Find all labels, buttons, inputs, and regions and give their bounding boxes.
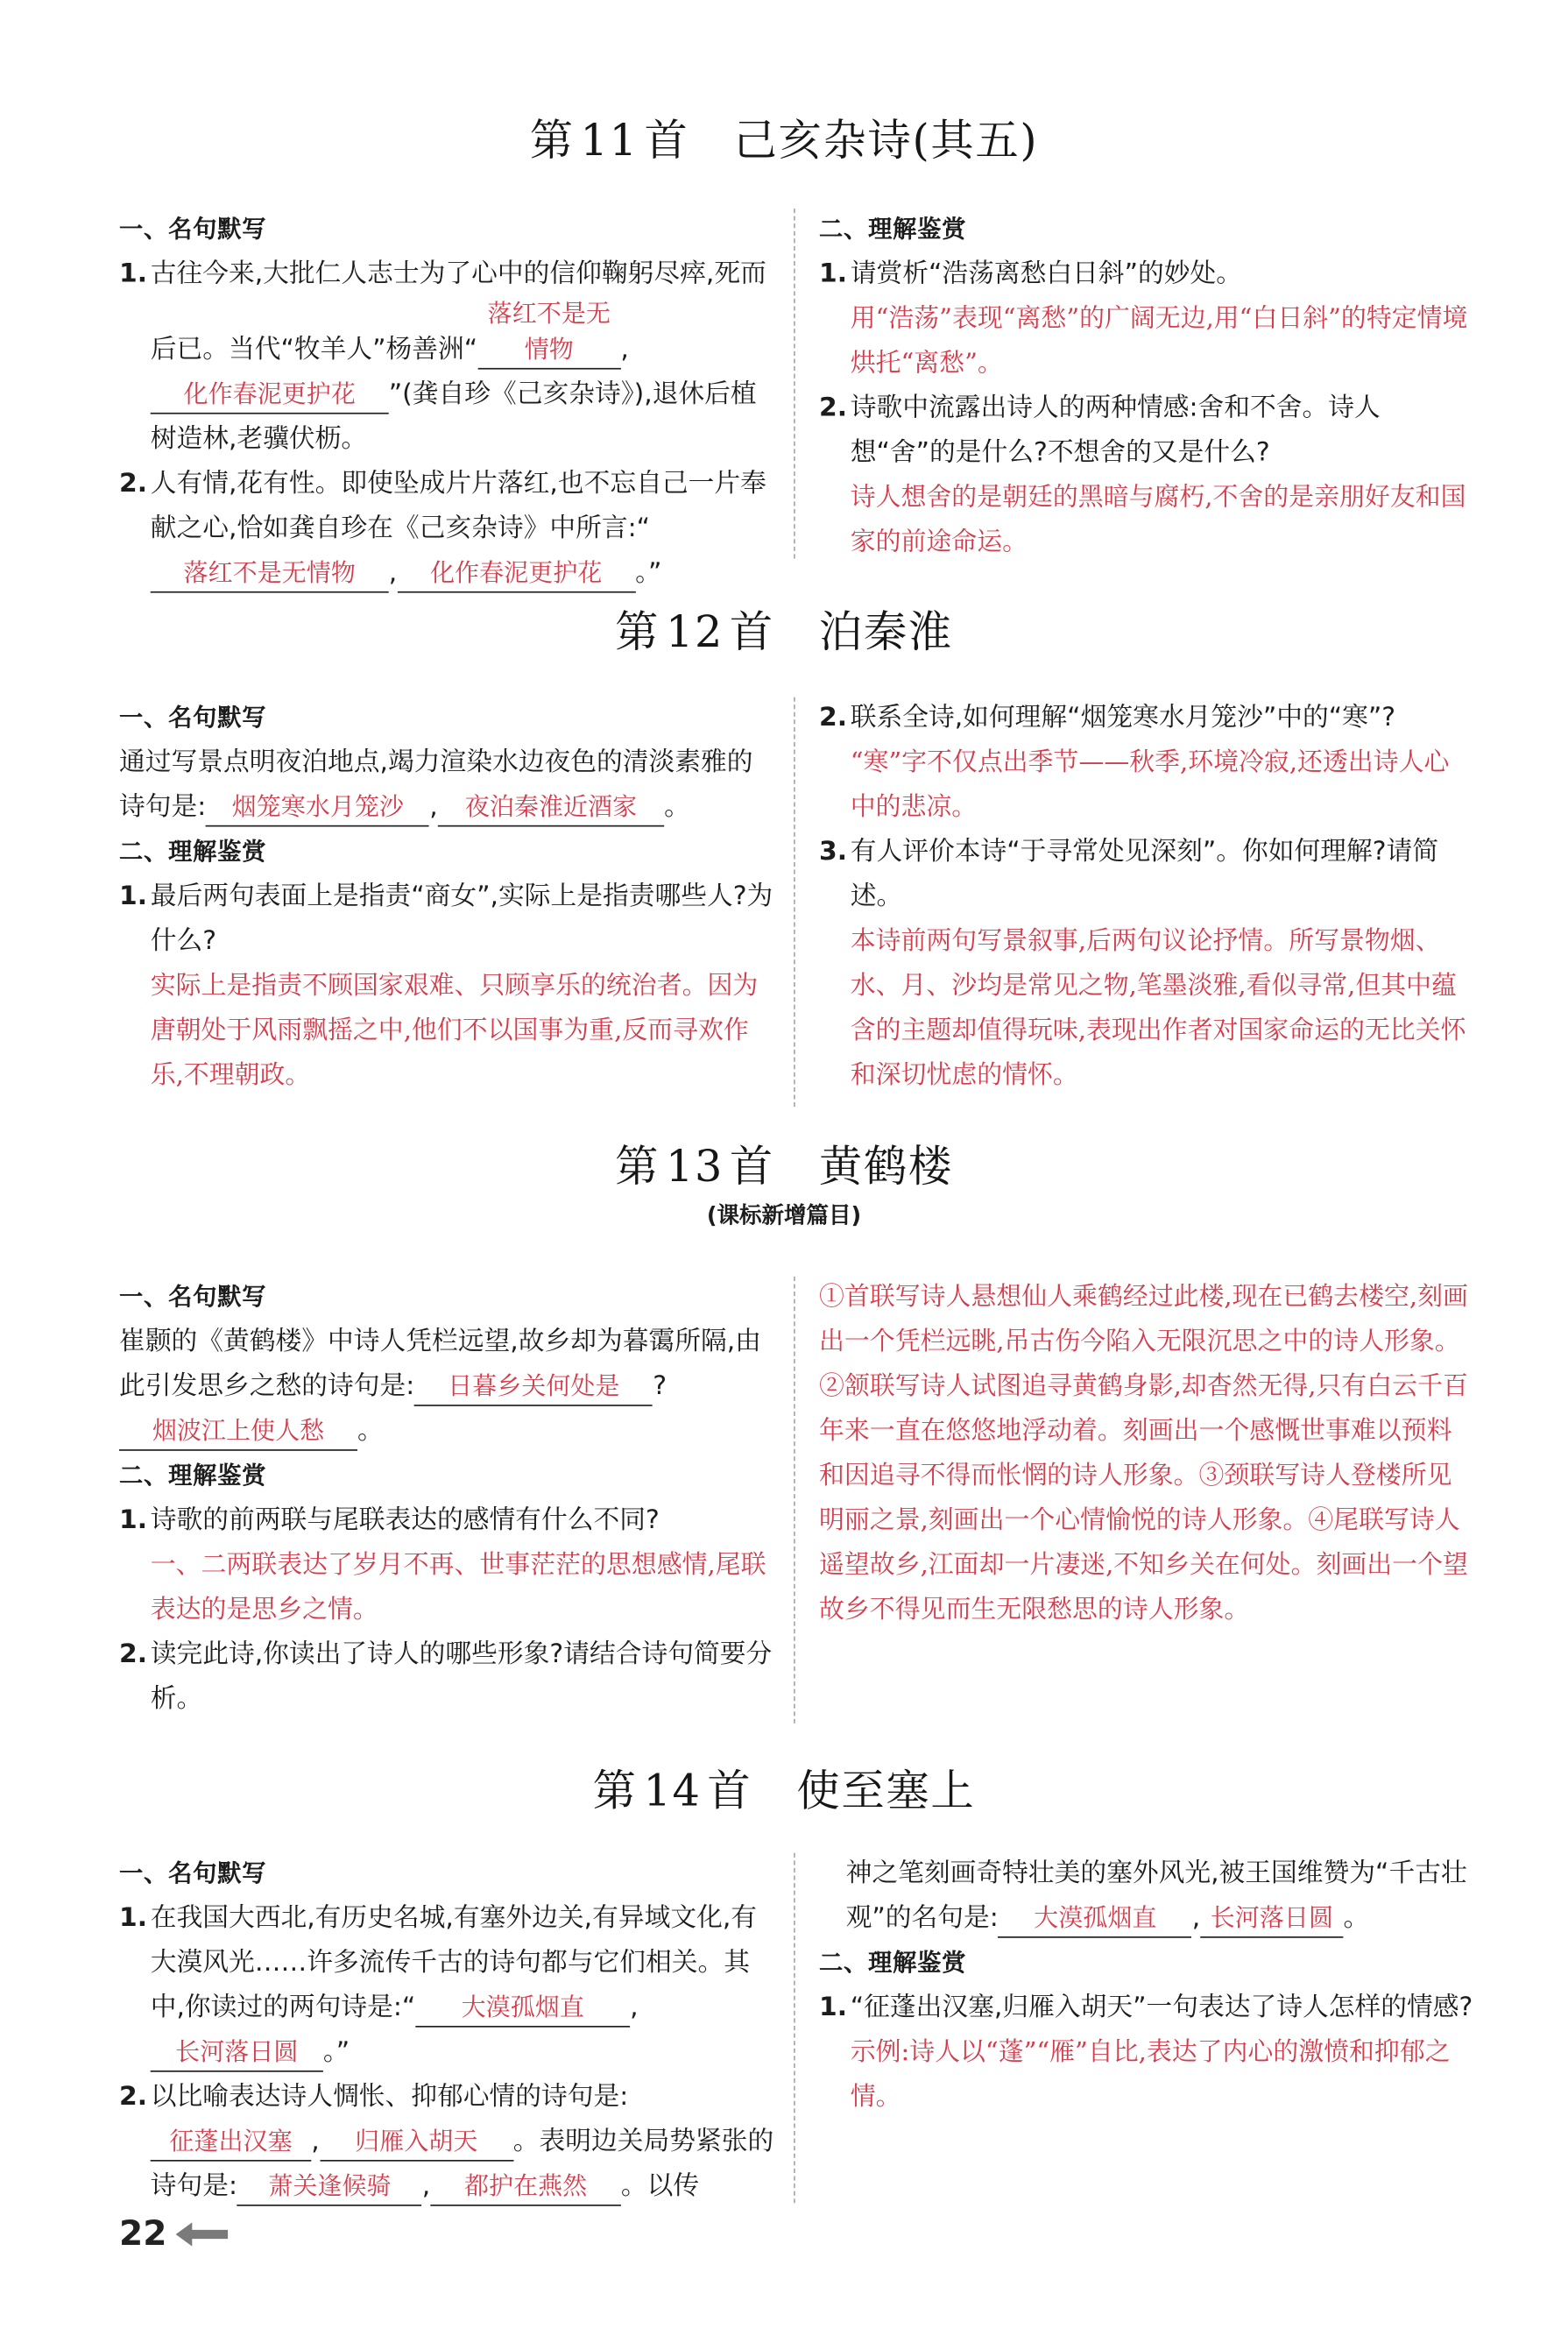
- answer-blank[interactable]: 征蓬出汉塞: [151, 2124, 312, 2162]
- question-3: 3. 有人评价本诗“于寻常处见深刻”。你如何理解?请简述。: [819, 837, 1439, 912]
- question-1: 1. 在我国大西北,有历史名城,有塞外边关,有异域文化,有大漠风光……许多流传千古的诗句都与它们相关。其中,你读过的两句诗是:“ 大漠孤烟直 ,长河落日圆 。”: [119, 1896, 774, 2075]
- poem-11-title: 第 11 首 己亥杂诗(其五): [529, 114, 1039, 166]
- answer-blank[interactable]: 夜泊秦淮近酒家: [438, 789, 664, 827]
- poem-13-title: 第 13 首 黄鹤楼: [615, 1141, 953, 1192]
- question-1: 1. 最后两句表面上是指责“商女”,实际上是指责哪些人?为什么?: [119, 881, 773, 957]
- poem-12-title: 第 12 首 泊秦淮: [615, 605, 953, 657]
- answer-blank[interactable]: 萧关逢候骑: [237, 2169, 422, 2206]
- answer-blank[interactable]: 日暮乡关何处是: [414, 1369, 653, 1406]
- answer-blank[interactable]: 烟笼寒水月笼沙: [206, 789, 429, 827]
- question-2: 2. 读完此诗,你读出了诗人的哪些形象?请结合诗句简要分析。: [119, 1639, 773, 1715]
- answer-text: “寒”字不仅点出季节——秋季,环境冷寂,还透出诗人心中的悲凉。: [850, 747, 1450, 823]
- section-heading: 一、名句默写: [119, 1858, 267, 1887]
- question-1: 1. 请赏析“浩荡离愁白日斜”的妙处。: [819, 258, 1243, 289]
- question-2: 2. 诗歌中流露出诗人的两种情感:舍和不舍。诗人想“舍”的是什么?不想舍的又是什么?: [819, 393, 1381, 468]
- answer-blank[interactable]: 大漠孤烟直: [999, 1901, 1192, 1938]
- answer-text: 一、二两联表达了岁月不再、世事茫茫的思想感情,尾联表达的是思乡之情。: [150, 1550, 766, 1625]
- answer-blank[interactable]: 归雁入胡天: [320, 2124, 513, 2162]
- answer-text: 本诗前两句写景叙事,后两句议论抒情。所写景物烟、水、月、沙均是常见之物,笔墨淡雅,看似寻常,但其中蕴含的主题却值得玩味,表现出作者对国家命运的无比关怀和深切忧虑的情怀。: [850, 926, 1466, 1091]
- column-divider: [794, 1277, 795, 1724]
- poem-14-left-column: [119, 1851, 774, 2209]
- answer-blank[interactable]: 落红不是无情物: [151, 556, 389, 593]
- section-heading: 一、名句默写: [119, 214, 267, 244]
- poem-14-title: 第 14 首 使至塞上: [592, 1765, 976, 1816]
- poem-11-left-column: [119, 207, 774, 596]
- answer-text: 诗人想舍的是朝廷的黑暗与腐朽,不舍的是亲朋好友和国家的前途命运。: [850, 482, 1466, 557]
- poem-12-right-column: [819, 696, 1474, 1098]
- answer-blank[interactable]: 长河落日圆: [151, 2035, 323, 2072]
- arrow-left-icon: [176, 2221, 230, 2248]
- poem-13-right-column: [819, 1275, 1474, 1632]
- answer-text: 用“浩荡”表现“离愁”的广阔无边,用“白日斜”的特定情境烘托“离愁”。: [850, 303, 1468, 379]
- column-divider: [794, 1853, 795, 2204]
- question-continuation: 神之笔刻画奇特壮美的塞外风光,被王国维赞为“千古壮观”的名句是: 大漠孤烟直 , 长河落日圆 。: [819, 1851, 1474, 1941]
- poem-13-left-column: [119, 1275, 774, 1722]
- section-heading: 二、理解鉴赏: [119, 837, 267, 866]
- answer-blank[interactable]: 落红不是无情物: [477, 296, 620, 369]
- question-1: 1. 古往今来,大批仁人志士为了心中的信仰鞠躬尽瘁,死而后已。当代“牧羊人”杨善洲“落红不是无情物 ,化作春泥更护花 ”(龚自珍《己亥杂诗》),退休后植树造林,老骥伏枥。: [119, 258, 766, 455]
- answer-blank[interactable]: 大漠孤烟直: [415, 1990, 630, 2028]
- answer-text: ①首联写诗人悬想仙人乘鹤经过此楼,现在已鹤去楼空,刻画出一个凭栏远眺,吊古伤今陷入无限沉思之中的诗人形象。②颔联写诗人试图追寻黄鹤身影,却杳然无得,只有白云千百年来一直在悠悠地浮动着。刻画出一个感慨世事难以预料和因追寻不得而怅惘的诗人形象。③颈联写诗人登楼所见明丽之景,刻画出一个心情愉悦的诗人形象。④尾联写诗人遥望故乡,江面却一片凄迷,不知乡关在何处。刻画出一个望故乡不得见而生无限愁思的诗人形象。: [819, 1282, 1468, 1625]
- answer-text: 示例:诗人以“蓬”“雁”自比,表达了内心的激愤和抑郁之情。: [850, 2037, 1451, 2113]
- question-2: 2. 以比喻表达诗人惆怅、抑郁心情的诗句是:征蓬出汉塞 , 归雁入胡天 。表明边关局势紧张的诗句是: 萧关逢候骑 , 都护在燕然 。以传: [119, 2075, 774, 2209]
- section-heading: 一、名句默写: [119, 1282, 267, 1311]
- section-heading: 二、理解鉴赏: [819, 214, 967, 244]
- column-divider: [794, 209, 795, 559]
- answer-blank[interactable]: 都护在燕然: [430, 2169, 621, 2206]
- poem-12-left-column: [119, 696, 774, 1098]
- answer-blank[interactable]: 化作春泥更护花: [151, 377, 389, 414]
- page-number: 22: [119, 2214, 167, 2255]
- poem-11-right-column: [819, 207, 1474, 564]
- answer-text: 实际上是指责不顾国家艰难、只顾享乐的统治者。因为唐朝处于风雨飘摇之中,他们不以国事为重,反而寻欢作乐,不理朝政。: [150, 971, 759, 1091]
- answer-blank[interactable]: 长河落日圆: [1200, 1901, 1343, 1938]
- section-heading: 二、理解鉴赏: [819, 1948, 967, 1977]
- question-2: 2. 人有情,花有性。即使坠成片片落红,也不忘自己一片奉献之心,恰如龚自珍在《己亥杂诗》中所言:“落红不是无情物 , 化作春泥更护花 。”: [119, 462, 774, 596]
- page-footer: [119, 2215, 230, 2254]
- answer-blank[interactable]: 化作春泥更护花: [397, 556, 635, 593]
- column-divider: [794, 697, 795, 1107]
- section-heading: 二、理解鉴赏: [119, 1461, 267, 1490]
- question-2: 2. 联系全诗,如何理解“烟笼寒水月笼沙”中的“寒”?: [819, 703, 1396, 733]
- question-1: 1. “征蓬出汉塞,归雁入胡天”一句表达了诗人怎样的情感?: [819, 1993, 1473, 2023]
- section-heading: 一、名句默写: [119, 703, 267, 732]
- question-text: 崔颢的《黄鹤楼》中诗人凭栏远望,故乡却为暮霭所隔,由此引发思乡之愁的诗句是: 日暮乡关何处是 ?烟波江上使人愁 。: [119, 1320, 774, 1454]
- answer-blank[interactable]: 烟波江上使人愁: [119, 1413, 357, 1451]
- question-text: 通过写景点明夜泊地点,竭力渲染水边夜色的清淡素雅的诗句是: 烟笼寒水月笼沙 , 夜泊秦淮近酒家 。: [119, 740, 774, 830]
- poem-13-subtitle: (课标新增篇目): [706, 1201, 862, 1229]
- poem-14-right-column: [819, 1851, 1474, 2120]
- question-1: 1. 诗歌的前两联与尾联表达的感情有什么不同?: [119, 1505, 660, 1536]
